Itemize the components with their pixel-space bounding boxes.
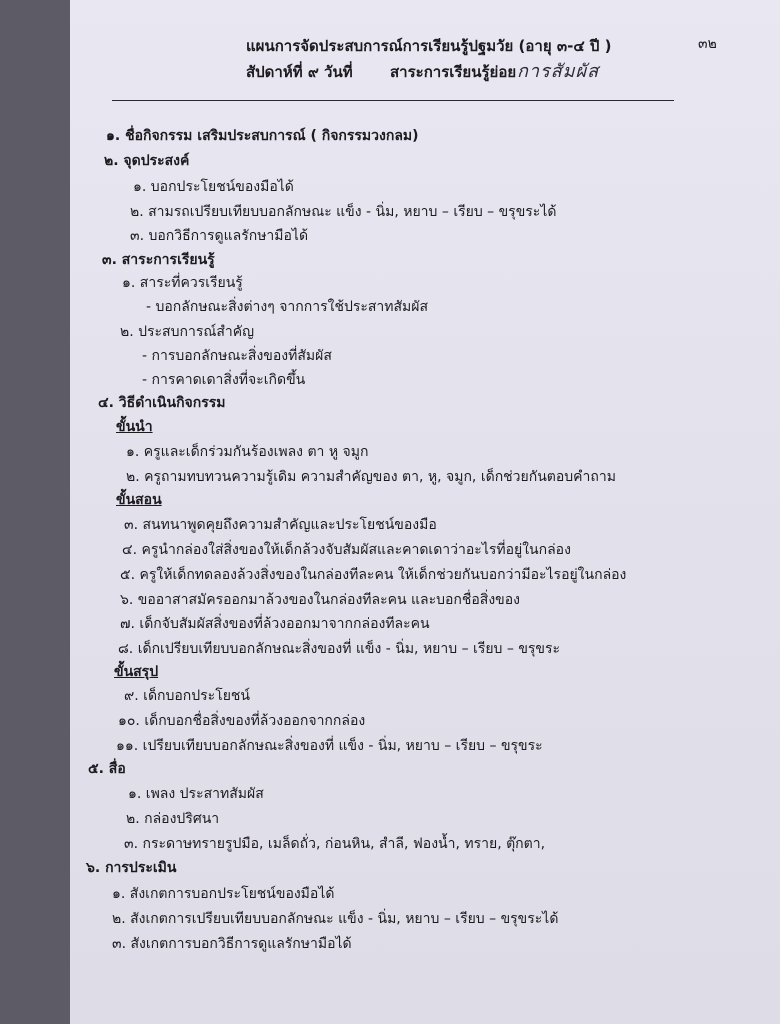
list-item: ๒. ประสบการณ์สำคัญ (120, 324, 255, 340)
list-item: ๓. กระดาษทรายรูปมือ, เมล็ดถั่ว, ก่อนหิน, สำลี, ฟองน้ำ, ทราย, ตุ๊กตา, (124, 836, 546, 852)
plan-title: แผนการจัดประสบการณ์การเรียนรู้ปฐมวัย (อายุ ๓-๔ ปี ) (246, 37, 612, 55)
handwritten-sub-topic: การสัมผัส (517, 61, 600, 82)
list-item: ๑. ครูและเด็กร่วมกันร้องเพลง ตา หู จมูก (126, 444, 369, 460)
list-item: ๒. ครูถามทบทวนความรู้เดิม ความสำคัญของ ตา, หู, จมูก, เด็กช่วยกันตอบคำถาม (126, 469, 616, 485)
sub-topic-label: สาระการเรียนรู้ย่อย (390, 63, 517, 81)
list-item: ๔. ครูนำกล่องใส่สิ่งของให้เด็กล้วงจับสัมผัสและคาดเดาว่าอะไรที่อยู่ในกล่อง (122, 542, 571, 558)
section-5-materials: ๕. สื่อ (88, 761, 126, 777)
list-item: ๑. บอกประโยชน์ของมือได้ (133, 179, 294, 195)
list-item: ๓. บอกวิธีการดูแลรักษามือได้ (130, 228, 309, 244)
list-item: ๘. เด็กเปรียบเทียบบอกลักษณะสิ่งของที่ แข็ง - นิ่ม, หยาบ – เรียบ – ขรุขระ (118, 641, 561, 657)
step-heading-summary: ขั้นสรุป (114, 664, 159, 680)
section-3-learning-content: ๓. สาระการเรียนรู้ (102, 252, 215, 268)
list-item: ๒. สามรถเปรียบเทียบบอกลักษณะ แข็ง - นิ่ม, หยาบ – เรียบ – ขรุขระได้ (130, 204, 557, 220)
list-item: ๑๑. เปรียบเทียบบอกลักษณะสิ่งของที่ แข็ง - นิ่ม, หยาบ – เรียบ – ขรุขระ (116, 738, 543, 754)
section-6-assessment: ๖. การประเมิน (86, 860, 177, 876)
list-item: ๓. สนทนาพูดคุยถึงความสำคัญและประโยชน์ของมือ (124, 517, 437, 533)
list-item: ๑. สาระที่ควรเรียนรู้ (122, 275, 243, 291)
section-4-procedure: ๔. วิธีดำเนินกิจกรรม (98, 395, 226, 411)
list-item: ๕. ครูให้เด็กทดลองล้วงสิ่งของในกล่องทีละคน ให้เด็กช่วยกันบอกว่ามีอะไรอยู่ในกล่อง (120, 567, 627, 583)
header-divider (112, 100, 674, 101)
list-item: ๖. ขออาสาสมัครออกมาล้วงของในกล่องทีละคน และบอกชื่อสิ่งของ (120, 592, 520, 608)
list-item: ๑๐. เด็กบอกชื่อสิ่งของที่ล้วงออกจากกล่อง (118, 713, 366, 729)
step-heading-teaching: ขั้นสอน (116, 492, 162, 508)
list-item: ๑. เพลง ประสาทสัมผัส (128, 786, 264, 802)
step-heading-intro: ขั้นนำ (116, 419, 153, 435)
list-item: ๑. สังเกตการบอกประโยชน์ของมือได้ (112, 886, 335, 902)
list-item: ๒. สังเกตการเปรียบเทียบบอกลักษณะ แข็ง - นิ่ม, หยาบ – เรียบ – ขรุขระได้ (112, 911, 559, 927)
list-item: ๓. สังเกตการบอกวิธีการดูแลรักษามือได้ (112, 936, 352, 952)
list-item: - การคาดเดาสิ่งที่จะเกิดขึ้น (142, 372, 306, 388)
list-item: ๗. เด็กจับสัมผัสสิ่งของที่ล้วงออกมาจากกล่องทีละคน (120, 616, 430, 632)
list-item: - การบอกลักษณะสิ่งของที่สัมผัส (142, 348, 332, 364)
list-item: - บอกลักษณะสิ่งต่างๆ จากการใช้ประสาทสัมผัส (146, 299, 429, 315)
list-item: ๒. กล่องปริศนา (126, 811, 220, 827)
section-2-objectives: ๒. จุดประสงค์ (104, 153, 190, 169)
page-number: ๓๒ (698, 36, 717, 52)
list-item: ๙. เด็กบอกประโยชน์ (124, 688, 250, 704)
week-label: สัปดาห์ที่ ๙ วันที่ (246, 63, 353, 81)
section-1-activity-name: ๑. ชื่อกิจกรรม เสริมประสบการณ์ ( กิจกรรมวงกลม) (106, 128, 419, 144)
